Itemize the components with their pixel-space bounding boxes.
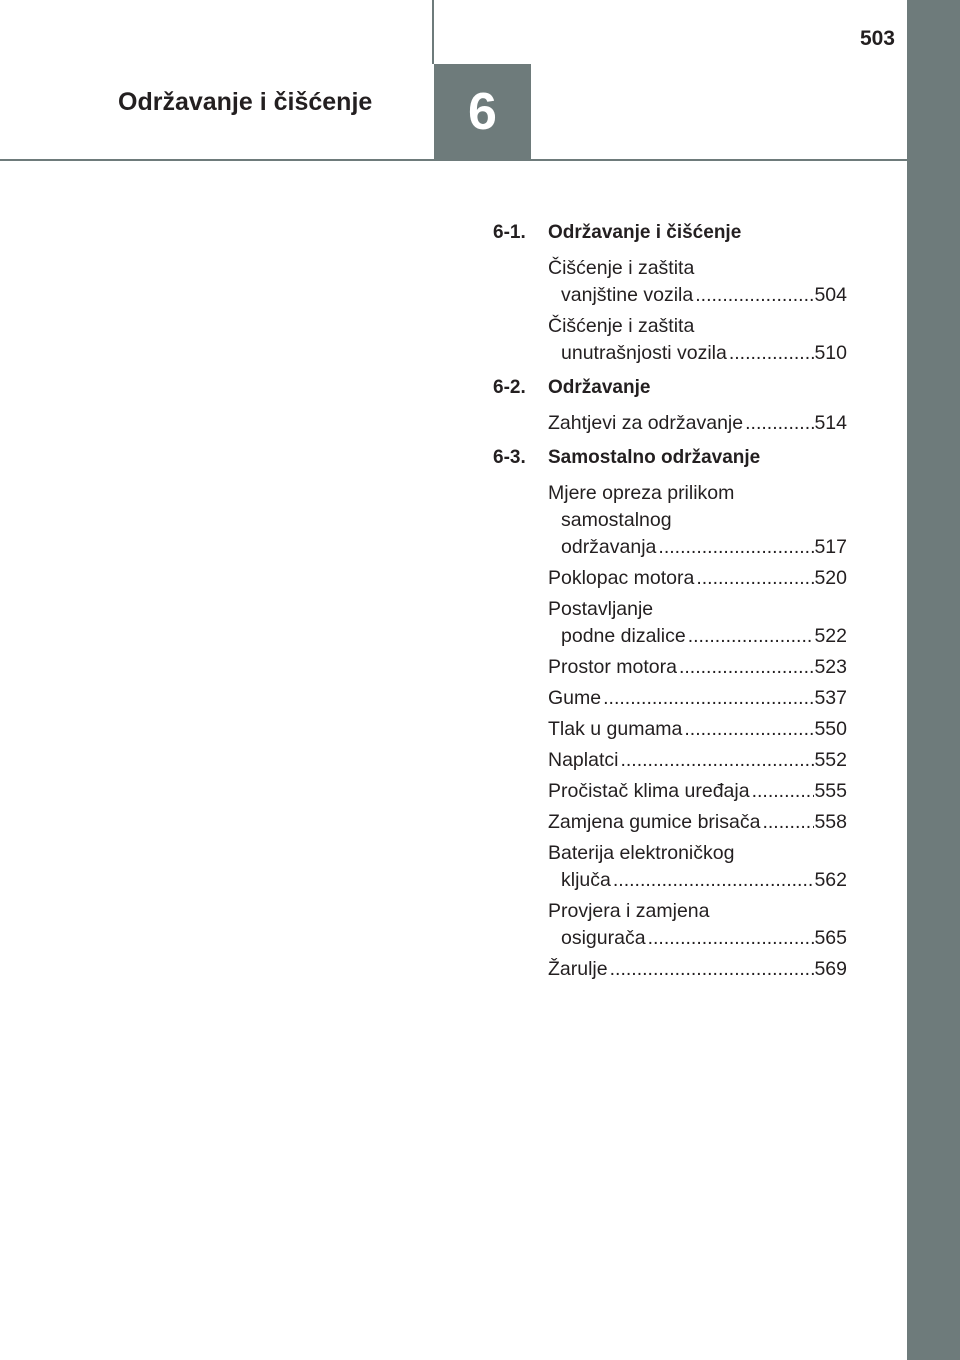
toc-entry-line bbox=[548, 747, 847, 774]
toc-entry-line bbox=[548, 480, 847, 507]
toc-entry-page: 569 bbox=[814, 958, 847, 980]
dot-leader bbox=[677, 654, 814, 681]
toc-entry-text: Prostor motora bbox=[548, 656, 677, 678]
toc-entry-line bbox=[548, 565, 847, 592]
section-title: Održavanje bbox=[548, 377, 651, 398]
section-title: Samostalno održavanje bbox=[548, 447, 761, 468]
toc-entry-page: 537 bbox=[814, 687, 847, 709]
toc-entry-line bbox=[548, 685, 847, 712]
toc-entry[interactable] bbox=[548, 654, 847, 681]
toc-entry-line bbox=[548, 956, 847, 983]
toc-entry-text: Naplatci bbox=[548, 749, 619, 771]
toc-entry-line bbox=[548, 313, 847, 340]
toc-entry-text: ključa bbox=[561, 869, 611, 891]
dot-leader bbox=[693, 282, 814, 309]
toc-entry-line bbox=[548, 925, 847, 952]
toc-entry-line bbox=[548, 623, 847, 650]
toc-entry-line bbox=[548, 340, 847, 367]
toc-entry-line bbox=[548, 507, 847, 534]
toc-entry[interactable] bbox=[548, 898, 847, 952]
toc-entry-line bbox=[548, 534, 847, 561]
toc-entry-page: 565 bbox=[814, 927, 847, 949]
dot-leader bbox=[656, 534, 814, 561]
toc-entry-text: Čišćenje i zaštita bbox=[548, 257, 695, 279]
toc-entry-page: 504 bbox=[814, 284, 847, 306]
section-heading[interactable] bbox=[493, 377, 847, 399]
page-number: 503 bbox=[859, 27, 895, 50]
header-divider bbox=[432, 0, 434, 64]
dot-leader bbox=[686, 623, 815, 650]
chapter-title: Održavanje i čišćenje bbox=[118, 88, 373, 116]
toc-entry[interactable] bbox=[548, 956, 847, 983]
table-of-contents bbox=[493, 222, 847, 993]
toc-entry-text: osigurača bbox=[561, 927, 646, 949]
toc-entry-line bbox=[548, 716, 847, 743]
toc-entry[interactable] bbox=[548, 565, 847, 592]
toc-entry-text: unutrašnjosti vozila bbox=[561, 342, 727, 364]
section-number: 6-3. bbox=[493, 447, 526, 468]
toc-entry-line bbox=[548, 809, 847, 836]
toc-entry-text: Zamjena gumice brisača bbox=[548, 811, 761, 833]
dot-leader bbox=[694, 565, 814, 592]
toc-entry[interactable] bbox=[548, 747, 847, 774]
toc-entry-page: 514 bbox=[814, 412, 847, 434]
section-entries bbox=[548, 480, 847, 983]
toc-entry[interactable] bbox=[548, 313, 847, 367]
section-heading[interactable] bbox=[493, 222, 847, 244]
toc-entry[interactable] bbox=[548, 480, 847, 561]
toc-entry-page: 550 bbox=[814, 718, 847, 740]
toc-entry[interactable] bbox=[548, 255, 847, 309]
toc-entry-line bbox=[548, 410, 847, 437]
toc-entry[interactable] bbox=[548, 685, 847, 712]
toc-entry[interactable] bbox=[548, 410, 847, 437]
toc-entry-text: Baterija elektroničkog bbox=[548, 842, 735, 864]
dot-leader bbox=[727, 340, 815, 367]
dot-leader bbox=[682, 716, 814, 743]
toc-entry-line bbox=[548, 654, 847, 681]
toc-entry[interactable] bbox=[548, 809, 847, 836]
dot-leader bbox=[750, 778, 815, 805]
toc-entry-text: Gume bbox=[548, 687, 602, 709]
toc-entry-text: Tlak u gumama bbox=[548, 718, 683, 740]
toc-entry-page: 552 bbox=[814, 749, 847, 771]
toc-entry-page: 517 bbox=[814, 536, 847, 558]
section-number: 6-1. bbox=[493, 222, 526, 243]
dot-leader bbox=[611, 867, 815, 894]
toc-entry-line bbox=[548, 255, 847, 282]
toc-entry[interactable] bbox=[548, 596, 847, 650]
toc-entry-page: 510 bbox=[814, 342, 847, 364]
toc-entry-line bbox=[548, 596, 847, 623]
toc-entry-text: Žarulje bbox=[548, 958, 608, 980]
dot-leader bbox=[618, 747, 814, 774]
toc-entry-text: Čišćenje i zaštita bbox=[548, 315, 695, 337]
toc-entry-line bbox=[548, 282, 847, 309]
dot-leader bbox=[743, 410, 814, 437]
dot-leader bbox=[760, 809, 814, 836]
toc-entry-text: Poklopac motora bbox=[548, 567, 695, 589]
toc-entry[interactable] bbox=[548, 716, 847, 743]
toc-entry-text: vanjštine vozila bbox=[561, 284, 694, 306]
toc-entry-text: Provjera i zamjena bbox=[548, 900, 710, 922]
section-number: 6-2. bbox=[493, 377, 526, 398]
toc-entry[interactable] bbox=[548, 840, 847, 894]
toc-entry-line bbox=[548, 867, 847, 894]
chapter-number-badge: 6 bbox=[434, 64, 531, 160]
toc-entry-page: 522 bbox=[814, 625, 847, 647]
section-title: Održavanje i čišćenje bbox=[548, 222, 742, 243]
toc-entry-text: Mjere opreza prilikom bbox=[548, 482, 735, 504]
section-entries bbox=[548, 255, 847, 367]
toc-entry-line bbox=[548, 898, 847, 925]
toc-entry-page: 555 bbox=[814, 780, 847, 802]
toc-section bbox=[493, 447, 847, 983]
toc-entry-text: podne dizalice bbox=[561, 625, 686, 647]
section-entries bbox=[548, 410, 847, 437]
toc-entry-text: Zahtjevi za održavanje bbox=[548, 412, 744, 434]
dot-leader bbox=[601, 685, 814, 712]
toc-entry-text: samostalnog bbox=[561, 509, 672, 531]
toc-entry-text: održavanja bbox=[561, 536, 657, 558]
toc-entry-line bbox=[548, 778, 847, 805]
dot-leader bbox=[608, 956, 815, 983]
dot-leader bbox=[646, 925, 815, 952]
toc-entry-text: Postavljanje bbox=[548, 598, 654, 620]
toc-entry-line bbox=[548, 840, 847, 867]
toc-entry-text: Pročistač klima uređaja bbox=[548, 780, 750, 802]
toc-entry-page: 562 bbox=[814, 869, 847, 891]
toc-entry-page: 520 bbox=[814, 567, 847, 589]
toc-entry[interactable] bbox=[548, 778, 847, 805]
toc-entry-page: 558 bbox=[814, 811, 847, 833]
chapter-side-bar bbox=[907, 0, 960, 1360]
section-heading[interactable] bbox=[493, 447, 847, 469]
toc-entry-page: 523 bbox=[814, 656, 847, 678]
toc-section bbox=[493, 377, 847, 437]
toc-section bbox=[493, 222, 847, 367]
